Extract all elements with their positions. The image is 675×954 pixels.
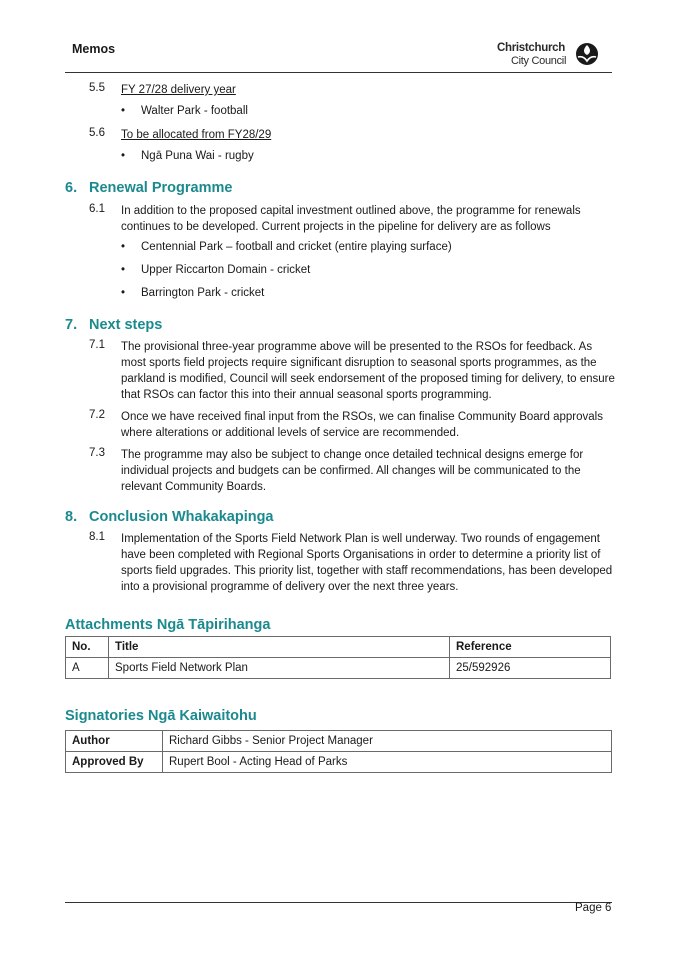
- paragraph-6-1: In addition to the proposed capital investment outlined above, the programme for renewals continues to be developed. Current projects in the pipeline for delivery are as follows: [121, 205, 581, 233]
- signatories-heading: Signatories Ngā Kaiwaitohu: [65, 708, 257, 724]
- table-cell: Author: [66, 731, 163, 752]
- council-emblem-icon: [575, 42, 599, 66]
- bullet-icon: •: [121, 105, 126, 117]
- table-cell: A: [66, 658, 109, 679]
- item-number: 7.3: [89, 447, 105, 459]
- table-cell: 25/592926: [450, 658, 611, 679]
- list-item: Ngā Puna Wai - rugby: [141, 150, 254, 162]
- table-header-row: [66, 637, 611, 658]
- section-number: 6.: [65, 180, 78, 196]
- table-row: [66, 752, 612, 773]
- paragraph-7-2: Once we have received final input from the RSOs, we can finalise Community Board approvals where alterations or additional levels of service are recommended.: [121, 411, 603, 439]
- council-logo: [497, 42, 602, 68]
- subheading-fy28-29: To be allocated from FY28/29: [121, 129, 272, 141]
- attachments-table: [65, 636, 611, 679]
- table-cell: Rupert Bool - Acting Head of Parks: [163, 752, 612, 773]
- list-item: Walter Park - football: [141, 105, 248, 117]
- paragraph-7-3: The programme may also be subject to change once detailed technical designs emerge for individual projects and budgets can be confirmed. All changes will be communicated to the relevant Community Boards.: [121, 449, 584, 493]
- table-cell: Sports Field Network Plan: [109, 658, 450, 679]
- table-cell: Approved By: [66, 752, 163, 773]
- table-row: [66, 731, 612, 752]
- item-number: 5.5: [89, 82, 105, 94]
- header-title: Memos: [72, 42, 116, 56]
- paragraph-7-1: The provisional three-year programme above will be presented to the RSOs for feedback. As most sports field projects require significant disruption to seasonal sports programmes, as the parkland is modified, Council will seek endorsement of the proposed timing for delivery, to ensure that RSOs can factor this into their annual seasonal sports programming.: [121, 341, 615, 401]
- item-number: 7.1: [89, 339, 105, 351]
- list-item: Centennial Park – football and cricket (entire playing surface): [141, 241, 452, 253]
- page-number: Page 6: [575, 902, 612, 914]
- table-row: [66, 658, 611, 679]
- paragraph-8-1: Implementation of the Sports Field Network Plan is well underway. Two rounds of engagement have been completed with Regional Sports Organisations in order to determine a priority list of sports field upgrades. This priority list, together with staff recommendations, has been developed into a provisional programme of delivery over the next three years.: [121, 533, 613, 593]
- section-title-conclusion: Conclusion Whakakapinga: [89, 509, 274, 525]
- bullet-icon: •: [121, 287, 126, 299]
- bullet-icon: •: [121, 241, 126, 253]
- item-number: 5.6: [89, 127, 105, 139]
- footer-divider: [65, 902, 612, 903]
- item-number: 8.1: [89, 531, 105, 543]
- column-header: Reference: [450, 637, 611, 658]
- section-title-next-steps: Next steps: [89, 317, 163, 333]
- column-header: Title: [109, 637, 450, 658]
- section-title-renewal: Renewal Programme: [89, 180, 233, 196]
- list-item: Barrington Park - cricket: [141, 287, 265, 299]
- item-number: 7.2: [89, 409, 105, 421]
- bullet-icon: •: [121, 264, 126, 276]
- subheading-fy27-28: FY 27/28 delivery year: [121, 84, 236, 96]
- signatories-table: [65, 730, 612, 773]
- logo-line-2: City Council: [511, 55, 567, 67]
- header-divider: [65, 72, 612, 73]
- section-number: 7.: [65, 317, 78, 333]
- item-number: 6.1: [89, 203, 105, 215]
- bullet-icon: •: [121, 150, 126, 162]
- list-item: Upper Riccarton Domain - cricket: [141, 264, 311, 276]
- column-header: No.: [66, 637, 109, 658]
- logo-line-1: Christchurch: [497, 42, 565, 54]
- section-number: 8.: [65, 509, 78, 525]
- attachments-heading: Attachments Ngā Tāpirihanga: [65, 617, 271, 633]
- table-cell: Richard Gibbs - Senior Project Manager: [163, 731, 612, 752]
